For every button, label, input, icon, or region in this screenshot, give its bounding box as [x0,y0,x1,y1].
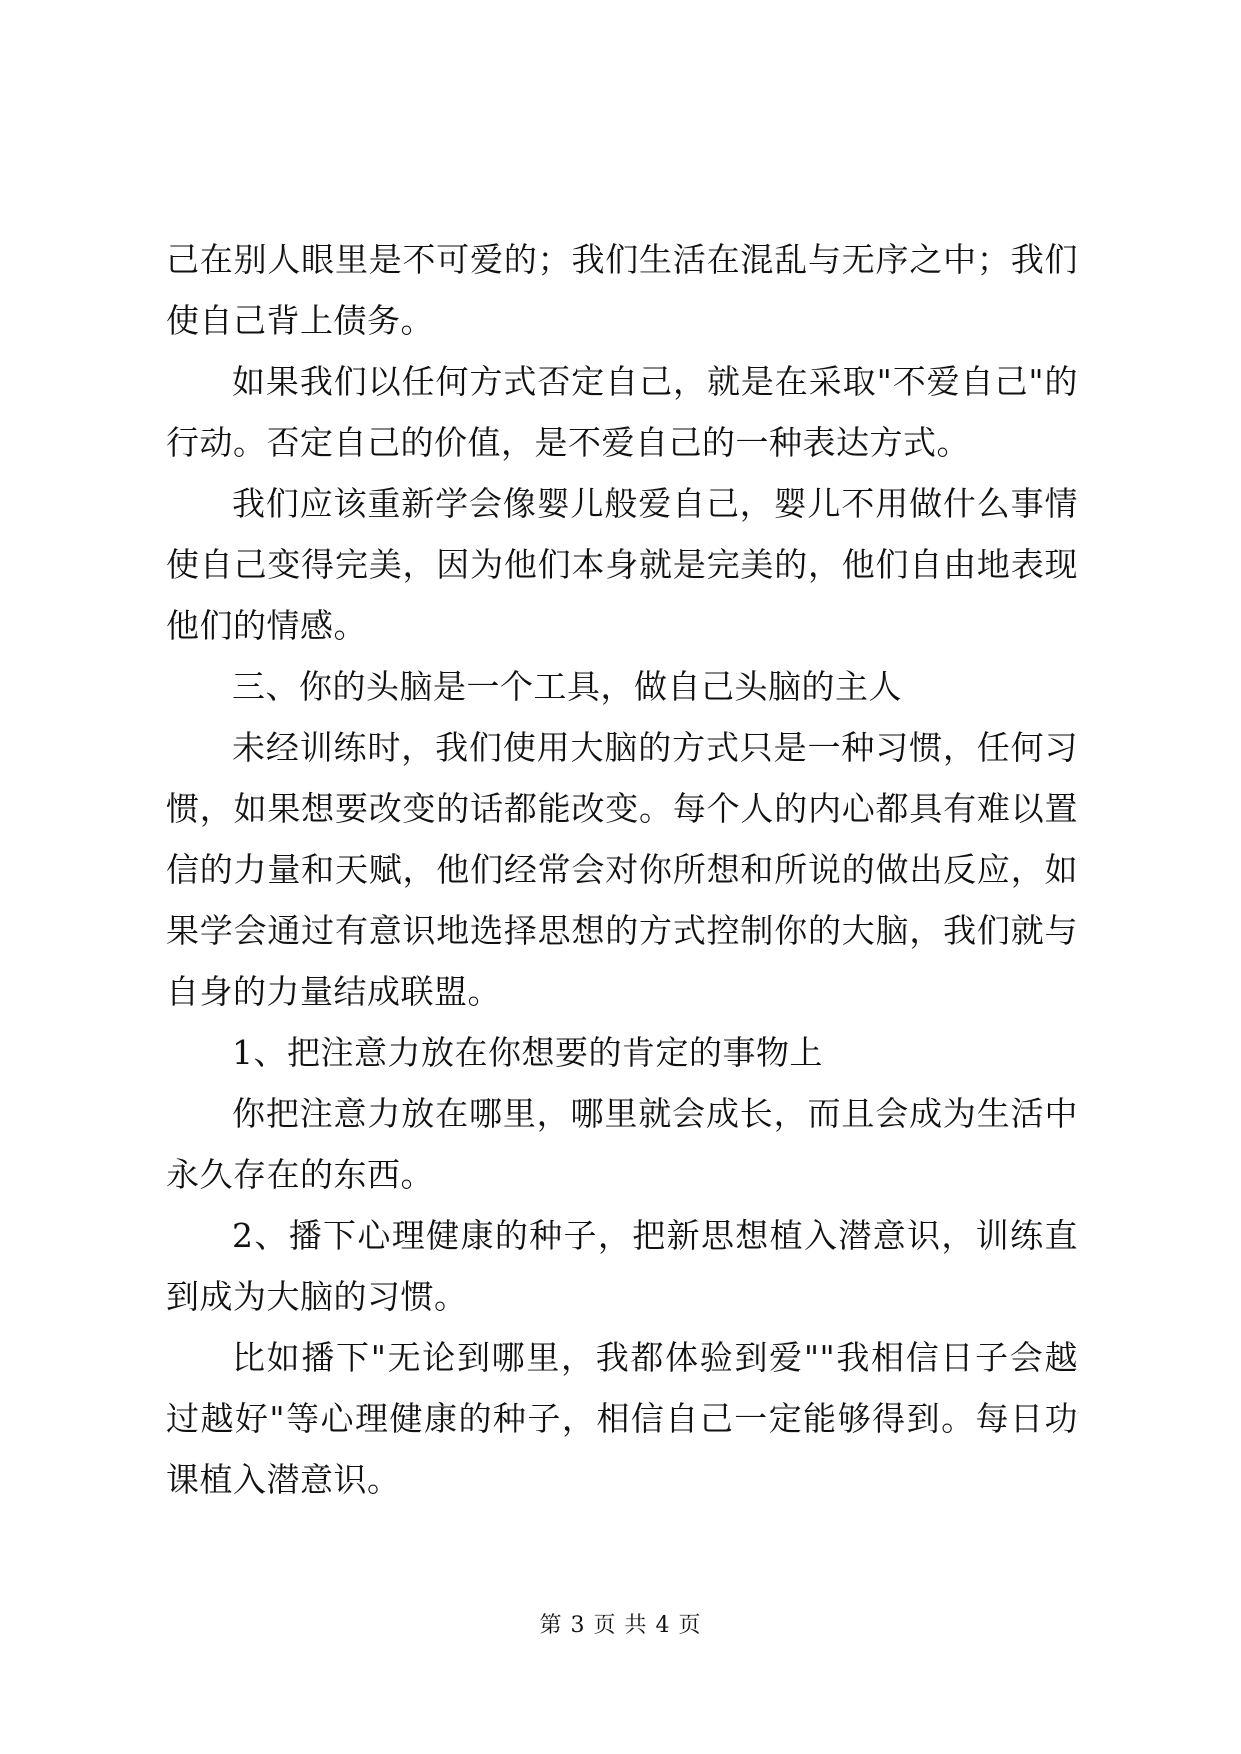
paragraph-9: 比如播下"无论到哪里，我都体验到爱""我相信日子会越过越好"等心理健康的种子，相信自己一定能够得到。每日功课植入潜意识。 [166,1338,1078,1499]
paragraph-2: 如果我们以任何方式否定自己，就是在采取"不爱自己"的行动。否定自己的价值，是不爱自己的一种表达方式。 [166,362,1078,462]
paragraph-5: 未经训练时，我们使用大脑的方式只是一种习惯，任何习惯，如果想要改变的话都能改变。每个人的内心都具有难以置信的力量和天赋，他们经常会对你所想和所说的做出反应，如果学会通过有意识地选择思想的方式控制你的大脑，我们就与自身的力量结成联盟。 [166,728,1078,1011]
page-footer: 第 3 页 共 4 页 [539,1613,702,1638]
paragraph-7: 你把注意力放在哪里，哪里就会成长，而且会成为生活中永久存在的东西。 [166,1094,1078,1194]
list-item-1-heading: 1、把注意力放在你想要的肯定的事物上 [232,1033,823,1072]
paragraph-3: 我们应该重新学会像婴儿般爱自己，婴儿不用做什么事情使自己变得完美，因为他们本身就是完美的，他们自由地表现他们的情感。 [166,484,1078,645]
document-body [166,229,1078,1510]
paragraph-1: 己在别人眼里是不可爱的；我们生活在混乱与无序之中；我们使自己背上债务。 [166,240,1078,340]
section-heading-3: 三、你的头脑是一个工具，做自己头脑的主人 [232,667,902,706]
list-item-2-heading: 2、播下心理健康的种子，把新思想植入潜意识，训练直到成为大脑的习惯。 [166,1216,1078,1316]
